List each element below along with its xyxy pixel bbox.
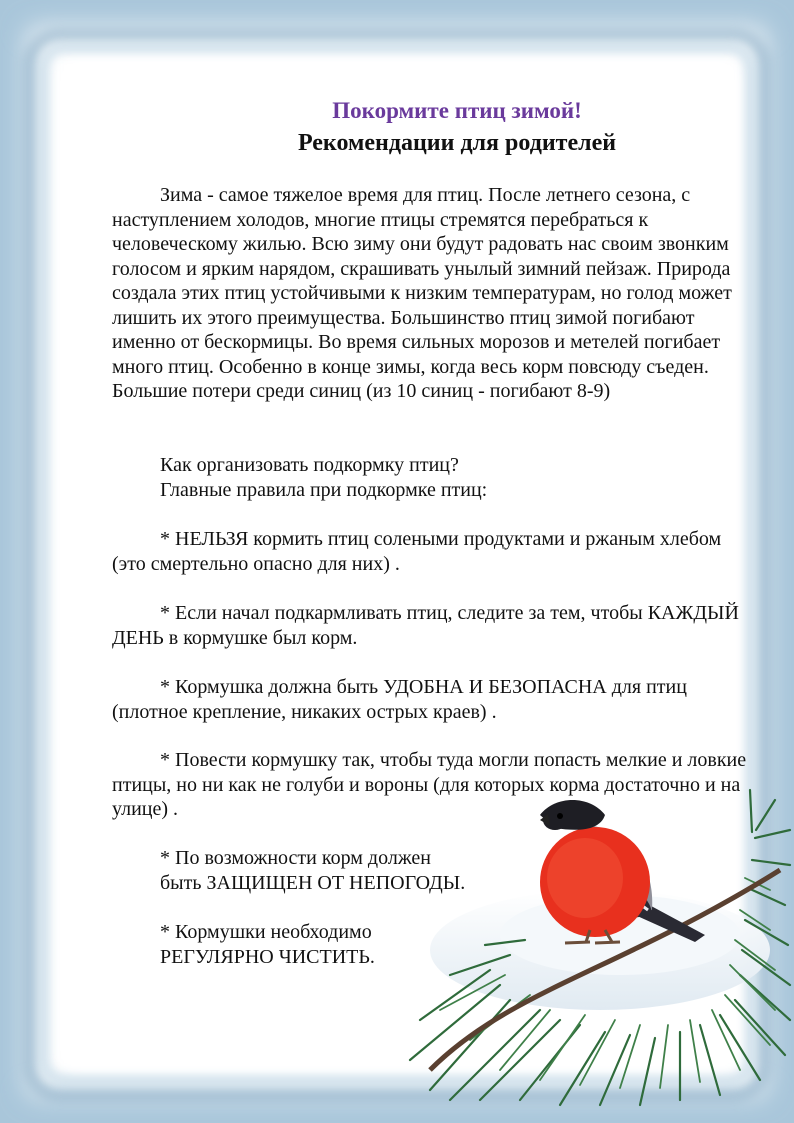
rule-1-text: * НЕЛЬЗЯ кормить птиц солеными продуктами и ржаным хлебом (это смертельно опасно для них) . (112, 528, 722, 575)
rule-6 (112, 920, 752, 969)
rule-3-text: * Кормушка должна быть УДОБНА И БЕЗОПАСНА для птиц (плотное крепление, никаких острых краев) . (112, 676, 687, 723)
rule-3 (112, 675, 752, 724)
rule-4-text: * Повести кормушку так, чтобы туда могли попасть мелкие и ловкие птицы, но ни как не голуби и вороны (для которых корма достаточно и на улице) . (112, 749, 747, 820)
rule-4 (112, 748, 752, 822)
rule-2-text: * Если начал подкармливать птиц, следите за тем, чтобы КАЖДЫЙ ДЕНЬ в кормушке был корм. (112, 602, 739, 649)
rules-heading: Главные правила при подкормке птиц: (160, 478, 488, 501)
page-subtitle: Рекомендации для родителей (297, 130, 617, 156)
question-block (112, 453, 752, 502)
intro-paragraph (112, 183, 752, 404)
rule-1 (112, 527, 752, 576)
rule-6-line-2: РЕГУЛЯРНО ЧИСТИТЬ. (160, 945, 375, 968)
intro-text: Зима - самое тяжелое время для птиц. После летнего сезона, с наступлением холодов, многие птицы стремятся перебраться к человеческому жилью. Всю зиму они будут радовать нас своим звонким голосом и ярким нарядом, скрашивать унылый зимний пейзаж. Природа создала этих птиц устойчивыми к низким температурам, но голод может лишить их этого преимущества. Большинство птиц зимой погибают именно от бескормицы. Во время сильных морозов и метелей погибает много птиц. Особенно в конце зимы, когда весь корм повсюду съеден. Большие потери среди синиц (из 10 синиц - погибают 8-9) (112, 184, 732, 402)
rule-5-line-2: быть ЗАЩИЩЕН ОТ НЕПОГОДЫ. (160, 871, 466, 894)
rule-5 (112, 846, 752, 895)
rule-5-line-1: * По возможности корм должен (160, 847, 431, 869)
question-line: Как организовать подкормку птиц? (160, 454, 459, 476)
rule-6-line-1: * Кормушки необходимо (160, 921, 372, 943)
rule-2 (112, 601, 752, 650)
page-title: Покормите птиц зимой! (332, 98, 582, 123)
